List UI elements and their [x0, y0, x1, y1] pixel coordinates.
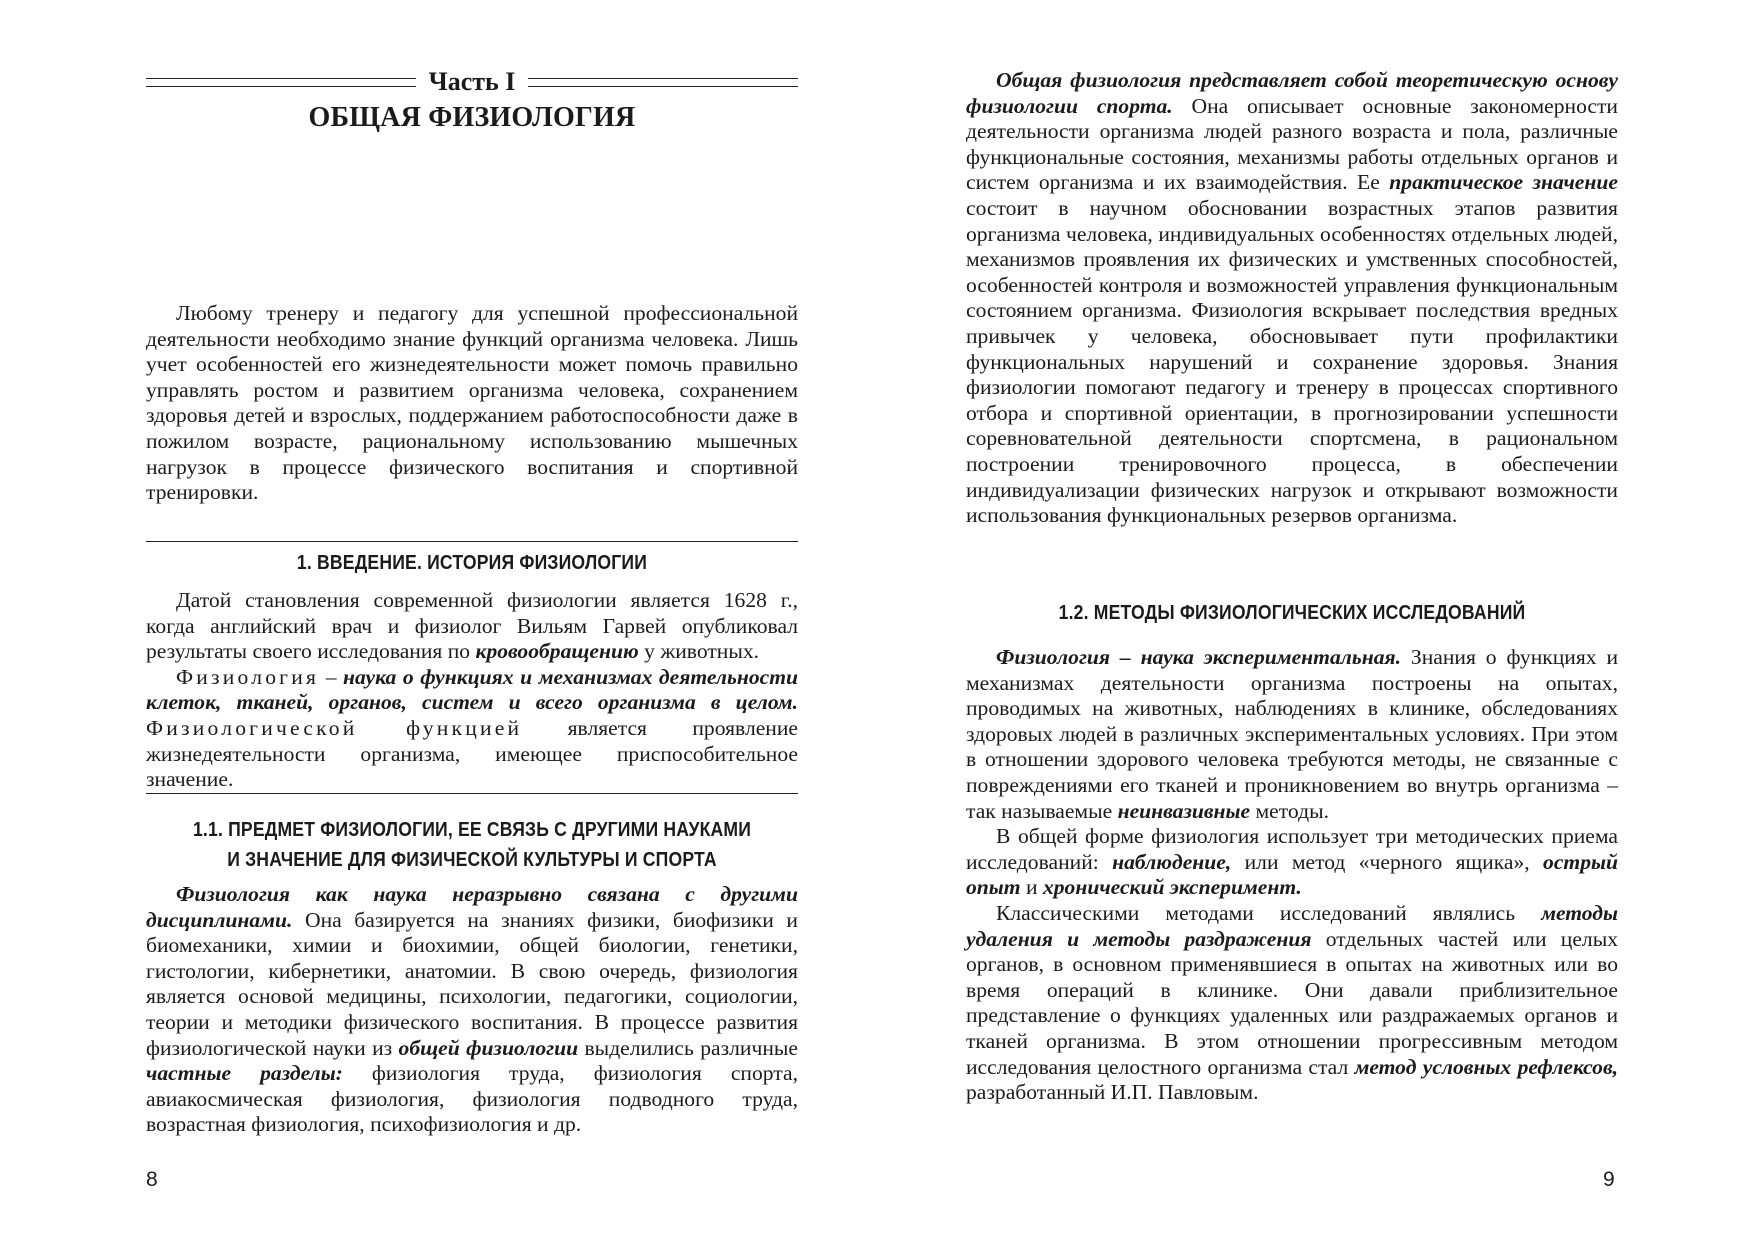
page-number-left: 8: [146, 1168, 158, 1191]
left-page: [0, 0, 877, 1240]
section-1-paragraph-2: Физиология – наука о функциях и механизмах деятельности клеток, тканей, органов, систем и всего организма в целом. Физиологической функцией является проявление жизнедеятельности организма, имеющее приспособительное значение.: [146, 664, 799, 792]
section-1-heading: 1. ВВЕДЕНИЕ. ИСТОРИЯ ФИЗИОЛОГИИ: [296, 552, 648, 574]
section-1-1-body: [146, 882, 798, 1138]
double-rule-right: [528, 78, 798, 87]
section-1-2-paragraph-1: Физиология – наука экспериментальная. Знания о функциях и механизмах деятельности организма построены на опытах, проводимых на животных, наблюдениях в клинике, обследованиях здоровых людей в различных экспериментальных условиях. При этом в отношении здорового человека требуются методы, не связанные с повреждениями его тканей и проникновением во внутрь организма – так называемые неинвазивные методы.: [966, 645, 1619, 823]
section-1-2-paragraph-3: Классическими методами исследований являлись методы удаления и методы раздражения отдельных частей или целых органов, в основном применявшиеся в опытах на животных или во время операций в клинике. Они давали приблизительное представление о функциях удаленных или раздражаемых органов и тканей организма. В этом отношении прогрессивным методом исследования целостного организма стал метод условных рефлексов, разработанный И.П. Павловым.: [966, 900, 1619, 1105]
section-1-1-header: [146, 815, 798, 875]
page-number-right: 9: [1603, 1168, 1615, 1191]
double-rule-left: [146, 78, 416, 87]
section-1-1-heading-line-2: И ЗНАЧЕНИЕ ДЛЯ ФИЗИЧЕСКОЙ КУЛЬТУРЫ И СПОРТА: [227, 849, 717, 871]
intro-block: [146, 301, 798, 506]
section-1-1-paragraph: Физиология как наука неразрывно связана с другими дисциплинами. Она базируется на знаниях физики, биофизики и биомеханики, химии и биохимии, общей биологии, генетики, гистологии, кибернетики, анатомии. В свою очередь, физиология является основой медицины, психологии, педагогики, социологии, теории и методики физического воспитания. В процессе развития физиологической науки из общей физиологии выделились различные частные разделы: физиология труда, физиология спорта, авиакосмическая физиология, физиология подводного труда, возрастная физиология, психофизиология и др.: [146, 882, 798, 1137]
intro-paragraph: Любому тренеру и педагогу для успешной профессиональной деятельности необходимо знание функций организма человека. Лишь учет особенностей его жизнедеятельности может помочь правильно управлять ростом и развитием организма человека, сохранением здоровья детей и взрослых, поддержанием работоспособности даже в пожилом возрасте, рациональному использованию мышечных нагрузок в процессе физического воспитания и спортивной тренировки.: [146, 301, 798, 505]
section-1-header: [146, 541, 798, 582]
part-label: Часть I: [428, 67, 516, 96]
section-1-body: [146, 588, 798, 793]
section-1-2-paragraph-2: В общей форме физиология использует три методических приема исследований: наблюдение, или метод «черного ящика», острый опыт и хронический эксперимент.: [966, 824, 1618, 900]
section-1-2-body: [966, 645, 1618, 1106]
right-intro-block: [966, 68, 1618, 529]
section-1-2-heading: 1.2. МЕТОДЫ ФИЗИОЛОГИЧЕСКИХ ИССЛЕДОВАНИЙ: [1058, 602, 1526, 624]
right-page: [877, 0, 1755, 1240]
section-1-paragraph-1: Датой становления современной физиологии является 1628 г., когда английский врач и физиолог Вильям Гарвей опубликовал результаты своего исследования по кровообращению у животных.: [146, 588, 798, 664]
section-1-1-rule: [146, 793, 798, 794]
part-title: ОБЩАЯ ФИЗИОЛОГИЯ: [308, 102, 636, 133]
section-1-2-header: [966, 598, 1618, 628]
general-physiology-paragraph: Общая физиология представляет собой теоретическую основу физиологии спорта. Она описывает основные закономерности деятельности организма людей разного возраста и пола, различные функциональные состояния, механизмы работы отдельных органов и систем организма и их взаимодействия. Ее практическое значение состоит в научном обосновании возрастных этапов развития организма человека, индивидуальных особенностях отдельных людей, механизмов проявления их физических и умственных способностей, особенностей контроля и возможностей управления функциональным состоянием организма. Физиология вскрывает последствия вредных привычек у человека, обосновывает пути профилактики функциональных нарушений и сохранение здоровья. Знания физиологии помогают педагогу и тренеру в процессах спортивного отбора и спортивной ориентации, в прогнозировании успешности соревновательной деятельности спортсмена, в рациональном построении тренировочного процесса, в обеспечении индивидуализации физических нагрузок и открывают возможности использования функциональных резервов организма.: [966, 68, 1618, 528]
section-1-1-heading-line-1: 1.1. ПРЕДМЕТ ФИЗИОЛОГИИ, ЕЕ СВЯЗЬ С ДРУГИМИ НАУКАМИ: [192, 819, 752, 841]
part-header: [146, 62, 798, 134]
